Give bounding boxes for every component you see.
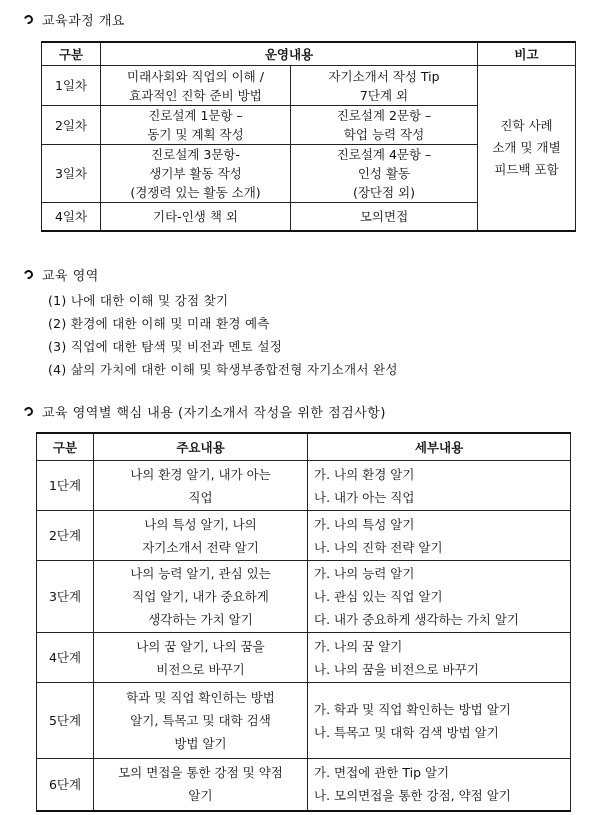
section-3-title: 교육 영역별 핵심 내용 (자기소개서 작성을 위한 점검사항) <box>42 406 386 421</box>
detail-content: 가. 나의 꿈 알기 나. 나의 꿈을 비전으로 바꾸기 <box>308 633 571 683</box>
table-row <box>42 66 576 106</box>
table-row <box>37 633 571 683</box>
main-content: 나의 꿈 알기, 나의 꿈을 비전으로 바꾸기 <box>94 633 308 683</box>
day-label: 1일차 <box>42 66 101 106</box>
content-a: 진로설계 3문항- 생기부 활동 작성 (경쟁력 있는 활동 소개) <box>101 145 291 203</box>
step-label: 1단계 <box>37 461 94 511</box>
header-remark: 비고 <box>478 42 576 66</box>
main-content: 나의 특성 알기, 나의 자기소개서 전략 알기 <box>94 511 308 561</box>
content-a: 진로설계 1문항 – 동기 및 계획 작성 <box>101 106 291 145</box>
main-content: 나의 환경 알기, 내가 아는 직업 <box>94 461 308 511</box>
header-gubun: 구분 <box>37 433 94 461</box>
content-b: 진로설계 2문항 – 학업 능력 작성 <box>291 106 478 145</box>
list-item: (1) 나에 대한 이해 및 강점 찾기 <box>48 293 229 308</box>
table-row <box>37 759 571 811</box>
section-2-heading <box>24 265 99 284</box>
main-content: 나의 능력 알기, 관심 있는 직업 알기, 내가 중요하게 생각하는 가치 알기 <box>94 561 308 633</box>
education-area-list <box>48 289 398 381</box>
section-2-title: 교육 영역 <box>42 269 99 284</box>
detail-content: 가. 학과 및 직업 확인하는 방법 알기 나. 특목고 및 대학 검색 방법 알기 <box>308 683 571 759</box>
table-row <box>37 461 571 511</box>
header-gubun: 구분 <box>42 42 101 66</box>
section-3-heading <box>24 402 386 421</box>
day-label: 2일차 <box>42 106 101 145</box>
detail-content: 가. 면접에 관한 Tip 알기 나. 모의면접을 통한 강점, 약점 알기 <box>308 759 571 811</box>
header-detail: 세부내용 <box>308 433 571 461</box>
step-label: 4단계 <box>37 633 94 683</box>
step-label: 5단계 <box>37 683 94 759</box>
section-1-heading <box>24 10 125 29</box>
list-item: (4) 삶의 가치에 대한 이해 및 학생부종합전형 자기소개서 완성 <box>48 362 398 377</box>
day-label: 3일차 <box>42 145 101 203</box>
table-row <box>37 511 571 561</box>
main-content: 모의 면접을 통한 강점 및 약점 알기 <box>94 759 308 811</box>
list-item: (3) 직업에 대한 탐색 및 비전과 멘토 설정 <box>48 339 283 354</box>
header-main: 주요내용 <box>94 433 308 461</box>
circle-bullet-icon <box>22 13 34 25</box>
detail-content: 가. 나의 능력 알기 나. 관심 있는 직업 알기 다. 내가 중요하게 생각하는 가치 알기 <box>308 561 571 633</box>
day-label: 4일차 <box>42 203 101 231</box>
step-label: 2단계 <box>37 511 94 561</box>
content-a: 미래사회와 직업의 이해 / 효과적인 진학 준비 방법 <box>101 66 291 106</box>
circle-bullet-icon <box>22 268 34 280</box>
detail-content: 가. 나의 특성 알기 나. 나의 진학 전략 알기 <box>308 511 571 561</box>
step-label: 3단계 <box>37 561 94 633</box>
step-label: 6단계 <box>37 759 94 811</box>
remark-cell: 진학 사례 소개 및 개별 피드백 포함 <box>478 66 576 231</box>
detail-content: 가. 나의 환경 알기 나. 내가 아는 직업 <box>308 461 571 511</box>
content-b: 자기소개서 작성 Tip 7단계 외 <box>291 66 478 106</box>
table-row <box>37 683 571 759</box>
main-content: 학과 및 직업 확인하는 방법 알기, 특목고 및 대학 검색 방법 알기 <box>94 683 308 759</box>
content-a: 기타-인생 책 외 <box>101 203 291 231</box>
header-content: 운영내용 <box>101 42 478 66</box>
table-row <box>37 561 571 633</box>
content-b: 진로설계 4문항 – 인성 활동 (장단점 외) <box>291 145 478 203</box>
core-content-table <box>36 432 571 812</box>
overview-table <box>41 41 576 232</box>
content-b: 모의면접 <box>291 203 478 231</box>
section-1-title: 교육과정 개요 <box>42 14 125 29</box>
list-item: (2) 환경에 대한 이해 및 미래 환경 예측 <box>48 316 270 331</box>
circle-bullet-icon <box>22 405 34 417</box>
